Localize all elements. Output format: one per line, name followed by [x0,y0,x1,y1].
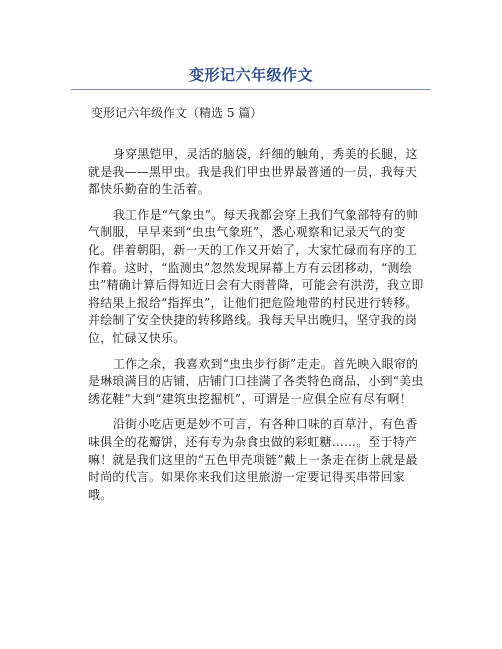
paragraph-4: 沿街小吃店更是妙不可言，有各种口味的百草汁，有色香味俱全的花瓣饼，还有专为杂食虫做的彩虹糖……。至于特产嘛！就是我们这里的“五色甲壳项链”戴上一条走在街上就是最时尚的代言。如果你来我们这里旅游一定要记得买串带回家哦。 [88,417,418,502]
title-divider [71,89,431,90]
document-title: 变形记六年级作文 [188,66,313,84]
document-subtitle: 变形记六年级作文（精选 5 篇） [91,106,263,120]
paragraph-2: 我工作是“气象虫”。每天我都会穿上我们气象部特有的帅气制服，早早来到“虫虫气象班”，悉心观察和记录天气的变化。伴着朝阳，新一天的工作又开始了，大家忙碌而有序的工作着。这时，“监测虫”忽然发现屏幕上方有云团移动，“测绘虫”精确计算后得知近日会有大雨普降，可能会有洪涝，我立即将结果上报给“指挥虫”，让他们把危险地带的村民进行转移。并绘制了安全快捷的转移路线。我每天早出晚归，坚守我的岗位，忙碌又快乐。 [88,207,424,345]
essay-body [88,146,428,512]
paragraph-1: 身穿黑铠甲，灵活的脑袋，纤细的触角，秀美的长腿，这就是我——黑甲虫。我是我们甲虫世界最普通的一员，我每天都快乐勤奋的生活着。 [88,147,418,197]
paragraph-3: 工作之余，我喜欢到“虫虫步行街”走走。首先映入眼帘的是琳琅满目的店铺，店铺门口挂满了各类特色商品，小到“美虫绣花鞋”大到“建筑虫挖掘机”，可谓是一应俱全应有尽有啊！ [88,356,424,406]
